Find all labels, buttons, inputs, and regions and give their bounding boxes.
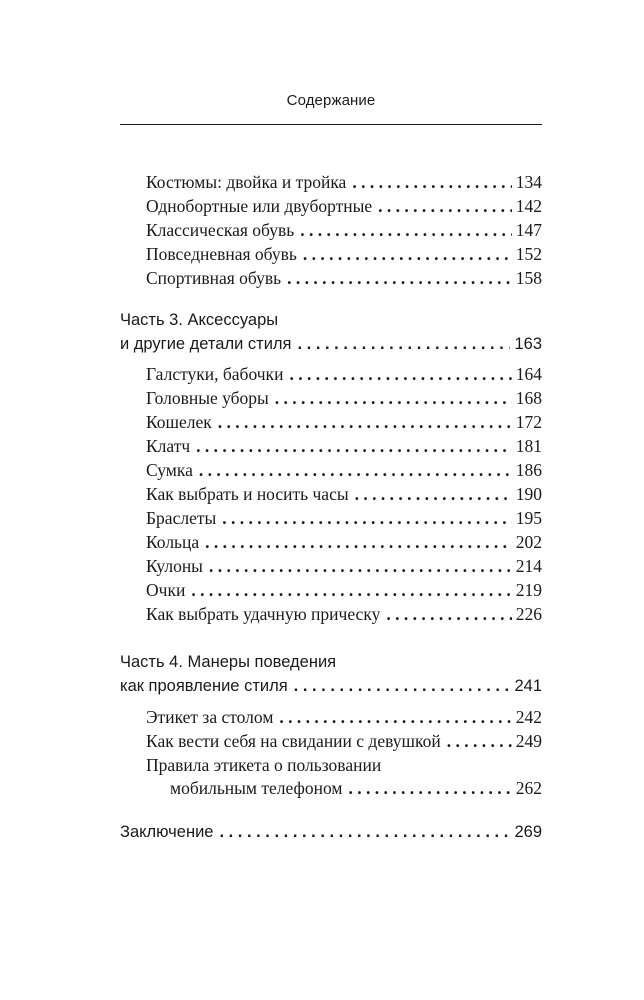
- toc-entry[interactable]: [146, 218, 542, 242]
- header-rule: [120, 124, 542, 125]
- toc-entry[interactable]: [146, 530, 542, 554]
- entry-label: Как вести себя на свидании с девушкой: [146, 731, 441, 751]
- dot-leader: [275, 386, 512, 410]
- entry-page: 152: [515, 244, 542, 264]
- entry-label: Головные уборы: [146, 388, 269, 408]
- entry-page: 195: [515, 508, 542, 528]
- conclusion-page: 269: [514, 823, 542, 841]
- entry-page: 262: [515, 778, 542, 798]
- entry-label: Как выбрать удачную прическу: [146, 604, 381, 624]
- entry-label: Однобортные или двубортные: [146, 196, 373, 216]
- phone-entry-line1[interactable]: Правила этикета о пользовании: [146, 755, 382, 775]
- toc-entry[interactable]: [146, 729, 542, 753]
- entry-page: 219: [515, 580, 542, 600]
- toc-entry[interactable]: [146, 386, 542, 410]
- entry-label: Повседневная обувь: [146, 244, 297, 264]
- entry-label: мобильным телефоном: [170, 778, 343, 798]
- conclusion-label: Заключение: [120, 823, 214, 841]
- entry-page: 142: [515, 196, 542, 216]
- dot-leader: [209, 554, 512, 578]
- toc-entry-conclusion[interactable]: [120, 820, 542, 844]
- dot-leader: [219, 820, 510, 844]
- toc-entry-phone[interactable]: [170, 776, 542, 800]
- toc-entry[interactable]: [146, 266, 542, 290]
- entry-page: 181: [515, 436, 542, 456]
- entry-label: Костюмы: двойка и тройка: [146, 172, 347, 192]
- dot-leader: [355, 482, 512, 506]
- dot-leader: [386, 602, 511, 626]
- dot-leader: [279, 705, 511, 729]
- entry-label: Как выбрать и носить часы: [146, 484, 349, 504]
- part3-heading[interactable]: [120, 332, 542, 356]
- toc-entry[interactable]: [146, 578, 542, 602]
- part3-heading-line2: и другие детали стиля: [120, 335, 292, 353]
- toc-entry[interactable]: [146, 506, 542, 530]
- entry-label: Кошелек: [146, 412, 212, 432]
- dot-leader: [298, 332, 511, 356]
- part4-heading-line1[interactable]: Часть 4. Манеры поведения: [120, 653, 337, 671]
- part3-heading-line1[interactable]: Часть 3. Аксессуары: [120, 311, 279, 329]
- entry-page: 190: [515, 484, 542, 504]
- entry-label: Этикет за столом: [146, 707, 274, 727]
- toc-entry[interactable]: [146, 194, 542, 218]
- toc-entry[interactable]: [146, 434, 542, 458]
- entry-label: Классическая обувь: [146, 220, 295, 240]
- dot-leader: [294, 674, 511, 698]
- dot-leader: [222, 506, 512, 530]
- entry-page: 242: [515, 707, 542, 727]
- running-head: Содержание: [286, 92, 376, 109]
- entry-label: Браслеты: [146, 508, 217, 528]
- part4-page: 241: [514, 677, 542, 695]
- entry-page: 226: [515, 604, 542, 624]
- toc-entry[interactable]: [146, 602, 542, 626]
- toc-entry[interactable]: [146, 705, 542, 729]
- toc-entry[interactable]: [146, 554, 542, 578]
- toc-entry[interactable]: [146, 410, 542, 434]
- entry-label: Кулоны: [146, 556, 203, 576]
- dot-leader: [447, 729, 512, 753]
- entry-label: Спортивная обувь: [146, 268, 282, 288]
- toc-entry[interactable]: [146, 482, 542, 506]
- entry-page: 186: [515, 460, 542, 480]
- entry-page: 214: [515, 556, 542, 576]
- dot-leader: [348, 776, 511, 800]
- part4-heading[interactable]: [120, 674, 542, 698]
- dot-leader: [352, 170, 511, 194]
- toc-entry[interactable]: [146, 362, 542, 386]
- entry-page: 202: [515, 532, 542, 552]
- entry-label: Галстуки, бабочки: [146, 364, 284, 384]
- dot-leader: [289, 362, 511, 386]
- dot-leader: [196, 434, 512, 458]
- dot-leader: [287, 266, 512, 290]
- dot-leader: [191, 578, 511, 602]
- entry-label: Сумка: [146, 460, 193, 480]
- part3-page: 163: [514, 335, 542, 353]
- dot-leader: [218, 410, 512, 434]
- entry-page: 164: [515, 364, 542, 384]
- dot-leader: [199, 458, 512, 482]
- part4-heading-line2: как проявление стиля: [120, 677, 288, 695]
- dot-leader: [205, 530, 512, 554]
- entry-page: 134: [515, 172, 542, 192]
- dot-leader: [378, 194, 512, 218]
- toc-entry[interactable]: [146, 458, 542, 482]
- entry-label: Очки: [146, 580, 186, 600]
- toc-entry[interactable]: [146, 242, 542, 266]
- dot-leader: [303, 242, 512, 266]
- entry-label: Кольца: [146, 532, 200, 552]
- entry-label: Клатч: [146, 436, 191, 456]
- entry-page: 158: [515, 268, 542, 288]
- entry-page: 172: [515, 412, 542, 432]
- toc-entry[interactable]: [146, 170, 542, 194]
- entry-page: 168: [515, 388, 542, 408]
- entry-page: 147: [515, 220, 542, 240]
- dot-leader: [300, 218, 511, 242]
- entry-page: 249: [515, 731, 542, 751]
